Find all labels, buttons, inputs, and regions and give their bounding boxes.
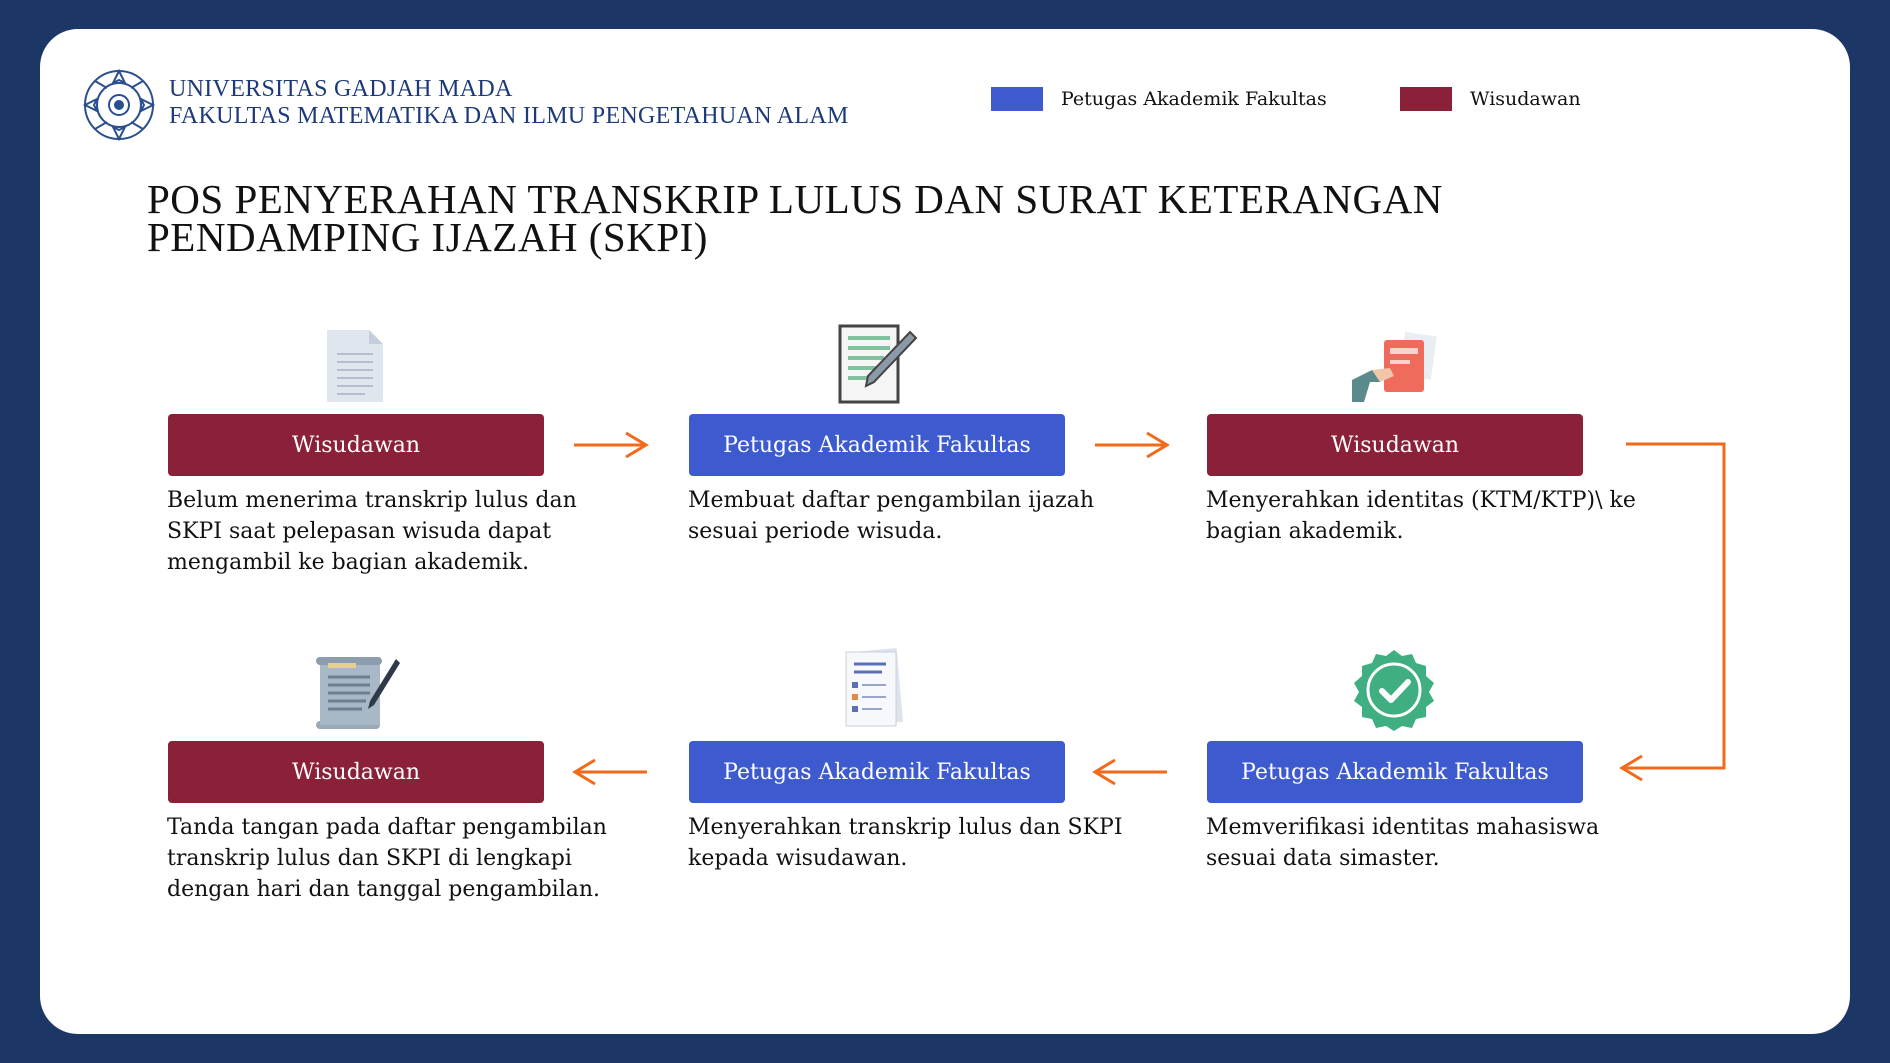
ugm-logo-icon (82, 68, 156, 142)
arrow-left-2 (571, 757, 649, 787)
document-icon (325, 328, 385, 404)
step-5-actor: Petugas Akademik Fakultas (689, 741, 1065, 803)
legend-swatch-wisudawan (1400, 87, 1452, 111)
verified-badge-icon (1352, 648, 1436, 732)
legend-label-wisudawan: Wisudawan (1470, 88, 1581, 110)
institution-name (169, 76, 849, 130)
step-5-text: Menyerahkan transkrip lulus dan SKPI kepada wisudawan. (688, 815, 1123, 871)
faculty-name: FAKULTAS MATEMATIKA DAN ILMU PENGETAHUAN ALAM (169, 103, 849, 129)
hand-card-icon (1350, 332, 1442, 404)
arrow-right-1 (572, 430, 650, 460)
checklist-icon (842, 648, 904, 728)
legend-label-petugas: Petugas Akademik Fakultas (1061, 88, 1327, 110)
step-3-actor: Wisudawan (1207, 414, 1583, 476)
legend-swatch-petugas (991, 87, 1043, 111)
step-4-actor: Petugas Akademik Fakultas (1207, 741, 1583, 803)
arrow-connector-down (1616, 440, 1728, 790)
step-6-actor: Wisudawan (168, 741, 544, 803)
arrow-left-1 (1091, 757, 1169, 787)
legend-item-wisudawan (1400, 87, 1581, 111)
arrow-right-2 (1093, 430, 1171, 460)
step-1-actor: Wisudawan (168, 414, 544, 476)
step-1-text: Belum menerima transkrip lulus dan SKPI saat pelepasan wisuda dapat mengambil ke bagian akademik. (167, 488, 577, 575)
step-2-actor: Petugas Akademik Fakultas (689, 414, 1065, 476)
legend-item-petugas (991, 87, 1327, 111)
scroll-pen-icon (308, 655, 402, 731)
step-4-text: Memverifikasi identitas mahasiswa sesuai data simaster. (1206, 815, 1600, 871)
step-6-text: Tanda tangan pada daftar pengambilan transkrip lulus dan SKPI di lengkapi dengan hari dan tanggal pengambilan. (167, 815, 607, 902)
page-title: POS PENYERAHAN TRANSKRIP LULUS DAN SURAT KETERANGAN PENDAMPING IJAZAH (SKPI) (147, 176, 1443, 260)
step-2-text: Membuat daftar pengambilan ijazah sesuai periode wisuda. (688, 488, 1095, 544)
step-3-text: Menyerahkan identitas (KTM/KTP)\ ke bagian akademik. (1206, 488, 1636, 544)
university-name: UNIVERSITAS GADJAH MADA (169, 76, 513, 102)
document-pen-icon (838, 324, 918, 404)
